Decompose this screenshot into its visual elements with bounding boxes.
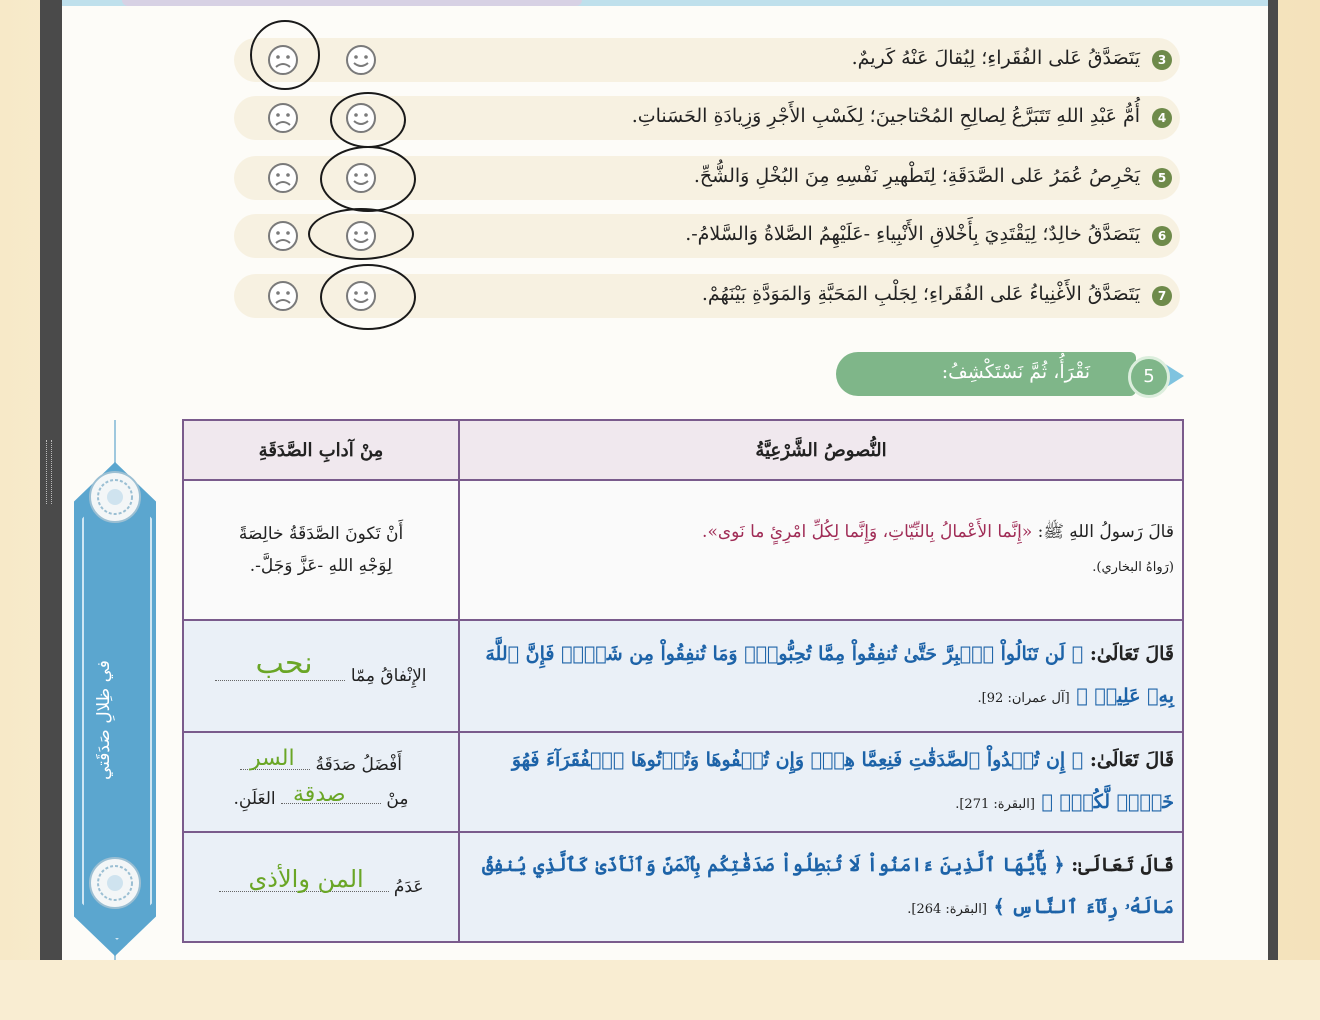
activity-number: 6	[1152, 226, 1172, 246]
handwritten-answer: السر	[250, 746, 295, 771]
verse-text: ﴿ يَٰٓأَيُّهَا ٱلَّذِينَ ءَامَنُواْ لَا تُبۡطِلُواْ صَدَقَٰتِكُم بِٱلۡمَنِّ وَٱلۡأَذَىٰ كَٱلَّذِي يُنفِقُ مَالَهُۥ رِئَآءَ ٱلنَّاسِ ﴾	[482, 853, 1174, 918]
bottom-band	[0, 960, 1320, 1020]
table-row	[183, 832, 1183, 942]
activity-number: 5	[1152, 168, 1172, 188]
activity-text: يَتَصَدَّقُ الأَغْنِياءُ عَلى الفُقَراءِ؛ لِجَلْبِ المَحَبَّةِ وَالمَوَدَّةِ بَيْنَهُمْ.	[701, 283, 1140, 305]
verse-label: قَالَ تَعَالَىٰ:	[1083, 748, 1174, 771]
section-number: 5	[1128, 356, 1170, 398]
right-frame	[1268, 0, 1278, 960]
manner-text: لِوَجْهِ اللهِ -عَزَّ وَجَلَّ-.	[249, 556, 393, 576]
hadith-text: «إِنَّما الأَعْمالُ بِالنِّيّاتِ، وَإِنَّما لِكُلِّ امْرِئٍ ما نَوى».	[702, 522, 1033, 542]
header-manners: مِنْ آدابِ الصَّدَقَةِ	[183, 420, 459, 480]
handwritten-answer: المن والأذى	[248, 865, 364, 893]
selection-circle	[320, 264, 416, 330]
manner-cell	[183, 480, 459, 620]
header-texts: النُّصوصُ الشَّرْعِيَّةُ	[459, 420, 1183, 480]
activity-number: 7	[1152, 286, 1172, 306]
verse-label: قَالَ تَعَالَىٰ:	[1083, 642, 1174, 665]
activity-row	[234, 96, 1180, 140]
hadith-label: قالَ رَسولُ اللهِ ﷺ:	[1032, 522, 1174, 542]
scroll-handle[interactable]	[46, 440, 52, 504]
manner-text: الإِنْفاقُ مِمّا	[350, 666, 427, 686]
verse-reference: [البقرة: 264].	[907, 901, 987, 917]
top-decoration	[122, 0, 582, 6]
answer-blank[interactable]	[281, 782, 381, 816]
selection-circle	[320, 146, 416, 212]
activity-row	[234, 38, 1180, 82]
hadith-reference: (رَواهُ البخاري).	[1092, 560, 1174, 575]
sad-face-icon[interactable]	[266, 279, 300, 313]
manner-cell	[183, 620, 459, 732]
hadith-cell	[459, 480, 1183, 620]
rosette-icon	[88, 856, 142, 910]
activity-number: 3	[1152, 50, 1172, 70]
activity-number: 4	[1152, 108, 1172, 128]
sad-face-icon[interactable]	[266, 219, 300, 253]
handwritten-answer: نحب	[255, 646, 313, 681]
rosette-icon	[88, 470, 142, 524]
sad-face-icon[interactable]	[266, 101, 300, 135]
table-row	[183, 732, 1183, 832]
manner-text: العَلَنِ.	[233, 789, 276, 809]
activity-text: يَتَصَدَّقُ خالِدٌ؛ لِيَقْتَدِيَ بِأَخْلاقِ الأَنْبِياءِ -عَلَيْهِمُ الصَّلاةُ وَالسَّلامُ-.	[685, 223, 1140, 245]
manner-text: عَدَمُ	[393, 877, 424, 897]
activity-text: يَحْرِصُ عُمَرُ عَلى الصَّدَقَةِ؛ لِتَطْهيرِ نَفْسِهِ مِنَ البُخْلِ وَالشُّحِّ.	[693, 165, 1140, 187]
activity-row	[234, 156, 1180, 200]
verse-text: ﴿ لَن تَنَالُواْ ٱلۡبِرَّ حَتَّىٰ تُنفِقُواْ مِمَّا تُحِبُّونَۚ وَمَا تُنفِقُواْ مِن شَيۡءٖ فَإِنَّ ٱللَّهَ بِهِۦ عَلِيمٞ ﴾	[485, 642, 1174, 707]
sad-face-icon[interactable]	[266, 161, 300, 195]
verse-reference: [آل عمران: 92].	[977, 690, 1070, 706]
activity-row	[234, 274, 1180, 318]
verse-cell	[459, 620, 1183, 732]
sharia-texts-table	[182, 419, 1184, 943]
manner-cell	[183, 832, 459, 942]
verse-cell	[459, 832, 1183, 942]
table-row	[183, 620, 1183, 732]
table-row	[183, 480, 1183, 620]
activity-text: أُمُّ عَبْدِ اللهِ تَتَبَرَّعُ لِصالِحِ المُحْتاجينَ؛ لِكَسْبِ الأَجْرِ وَزِيادَةِ الحَسَناتِ.	[631, 105, 1140, 127]
answer-blank[interactable]	[240, 748, 310, 782]
manner-text: أَفْضَلُ	[361, 755, 402, 775]
activity-row	[234, 214, 1180, 258]
answer-blank[interactable]	[219, 865, 389, 903]
selection-circle	[250, 20, 320, 90]
manner-cell	[183, 732, 459, 832]
verse-reference: [البقرة: 271].	[955, 796, 1035, 812]
verse-cell	[459, 732, 1183, 832]
manner-text: أَنْ تَكونَ الصَّدَقَةُ خالِصَةً	[238, 524, 404, 544]
verse-text: ﴿ إِن تُبۡدُواْ ٱلصَّدَقَٰتِ فَنِعِمَّا هِيَۖ وَإِن تُخۡفُوهَا وَتُؤۡتُوهَا ٱلۡفُقَرَآءَ فَهُوَ خَيۡرٞ لَّكُمۡۚ ﴾	[511, 748, 1174, 813]
selection-circle	[308, 208, 414, 260]
verse-label: قَالَ تَعَالَىٰ:	[1064, 853, 1174, 876]
happy-face-icon[interactable]	[344, 43, 378, 77]
manner-text: صَدَقَةُ	[315, 755, 357, 775]
sidebar-banner	[74, 420, 156, 960]
answer-blank[interactable]	[215, 646, 345, 692]
section-heading	[836, 352, 1136, 396]
manner-text: مِنْ	[386, 789, 409, 809]
sidebar-title: في ظِلالِ صَدَقَتي	[94, 660, 114, 780]
section-title: نَقْرَأُ، ثُمَّ نَسْتَكْشِفُ:	[941, 361, 1090, 383]
activity-text: يَتَصَدَّقُ عَلى الفُقَراءِ؛ لِيُقالَ عَنْهُ كَريمٌ.	[851, 47, 1140, 69]
table-header-row	[183, 420, 1183, 480]
selection-circle	[330, 92, 406, 148]
handwritten-answer: صدقة	[293, 782, 346, 807]
